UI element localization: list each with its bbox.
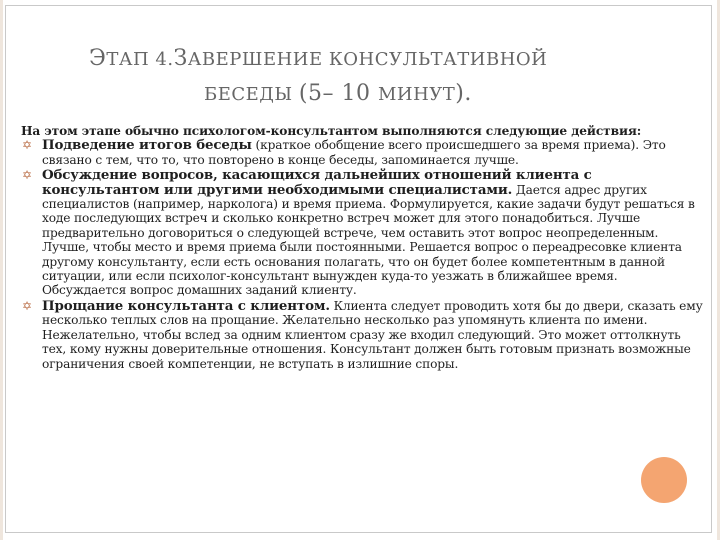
item-text: (краткое обобщение всего происшедшего за время приема). Это связано с тем, что то, что повторено в конце беседы, запоминается лучше. [42,138,666,167]
decorative-circle [641,457,687,503]
item-heading: Прощание консультанта с клиентом. [42,297,330,314]
title-line-1: ЭТАП 4.ЗАВЕРШЕНИЕ КОНСУЛЬТАТИВНОЙ [89,46,548,71]
item-heading: Подведение итогов беседы [42,137,252,154]
list-item [21,168,703,298]
item-text: Дается адрес других специалистов (например, нарколога) и время приема. Формулируется, какие задачи будут решаться в ходе последующих встреч и сколько конкретно встреч может для этого понадобиться. Лучше предварительно договориться о следующей встрече, чем оставить этот вопрос неопределенным. Лучше, чтобы место и время приема были постоянными. Решается вопрос о переадресовке клиента другому консультанту, если есть основания полагать, что он будет более компетентным в данной ситуации, или если психолог-консультант вынужден куда-то уезжать в ближайшее время. Обсуждается вопрос домашних заданий клиенту. [42,182,695,298]
item-text: Клиента следует проводить хотя бы до двери, сказать ему несколько теплых слов на прощание. Желательно несколько раз упомянуть клиента по имени. Нежелательно, чтобы вслед за одним клиентом сразу же входил следующий. Это может оттолкнуть тех, кому нужны доверительные отношения. Консультант должен быть готовым признать возможные ограничения своей компетенции, не вступать в излишние споры. [42,298,703,371]
slide-body [21,124,703,372]
bullet-icon: ✡ [22,298,32,313]
list-item [21,138,703,167]
bullet-icon: ✡ [22,138,32,153]
bullet-icon: ✡ [22,168,32,183]
item-heading: Обсуждение вопросов, касающихся дальнейших отношений клиента с консультантом или другими необходимыми специалистами. [42,167,592,198]
bullet-list [21,138,703,371]
list-item [21,299,703,371]
slide-title [0,36,720,106]
intro-text: На этом этапе обычно психологом-консультантом выполняются следующие действия: [21,124,642,138]
title-line-2: БЕСЕДЫ (5– 10 МИНУТ). [204,81,472,106]
